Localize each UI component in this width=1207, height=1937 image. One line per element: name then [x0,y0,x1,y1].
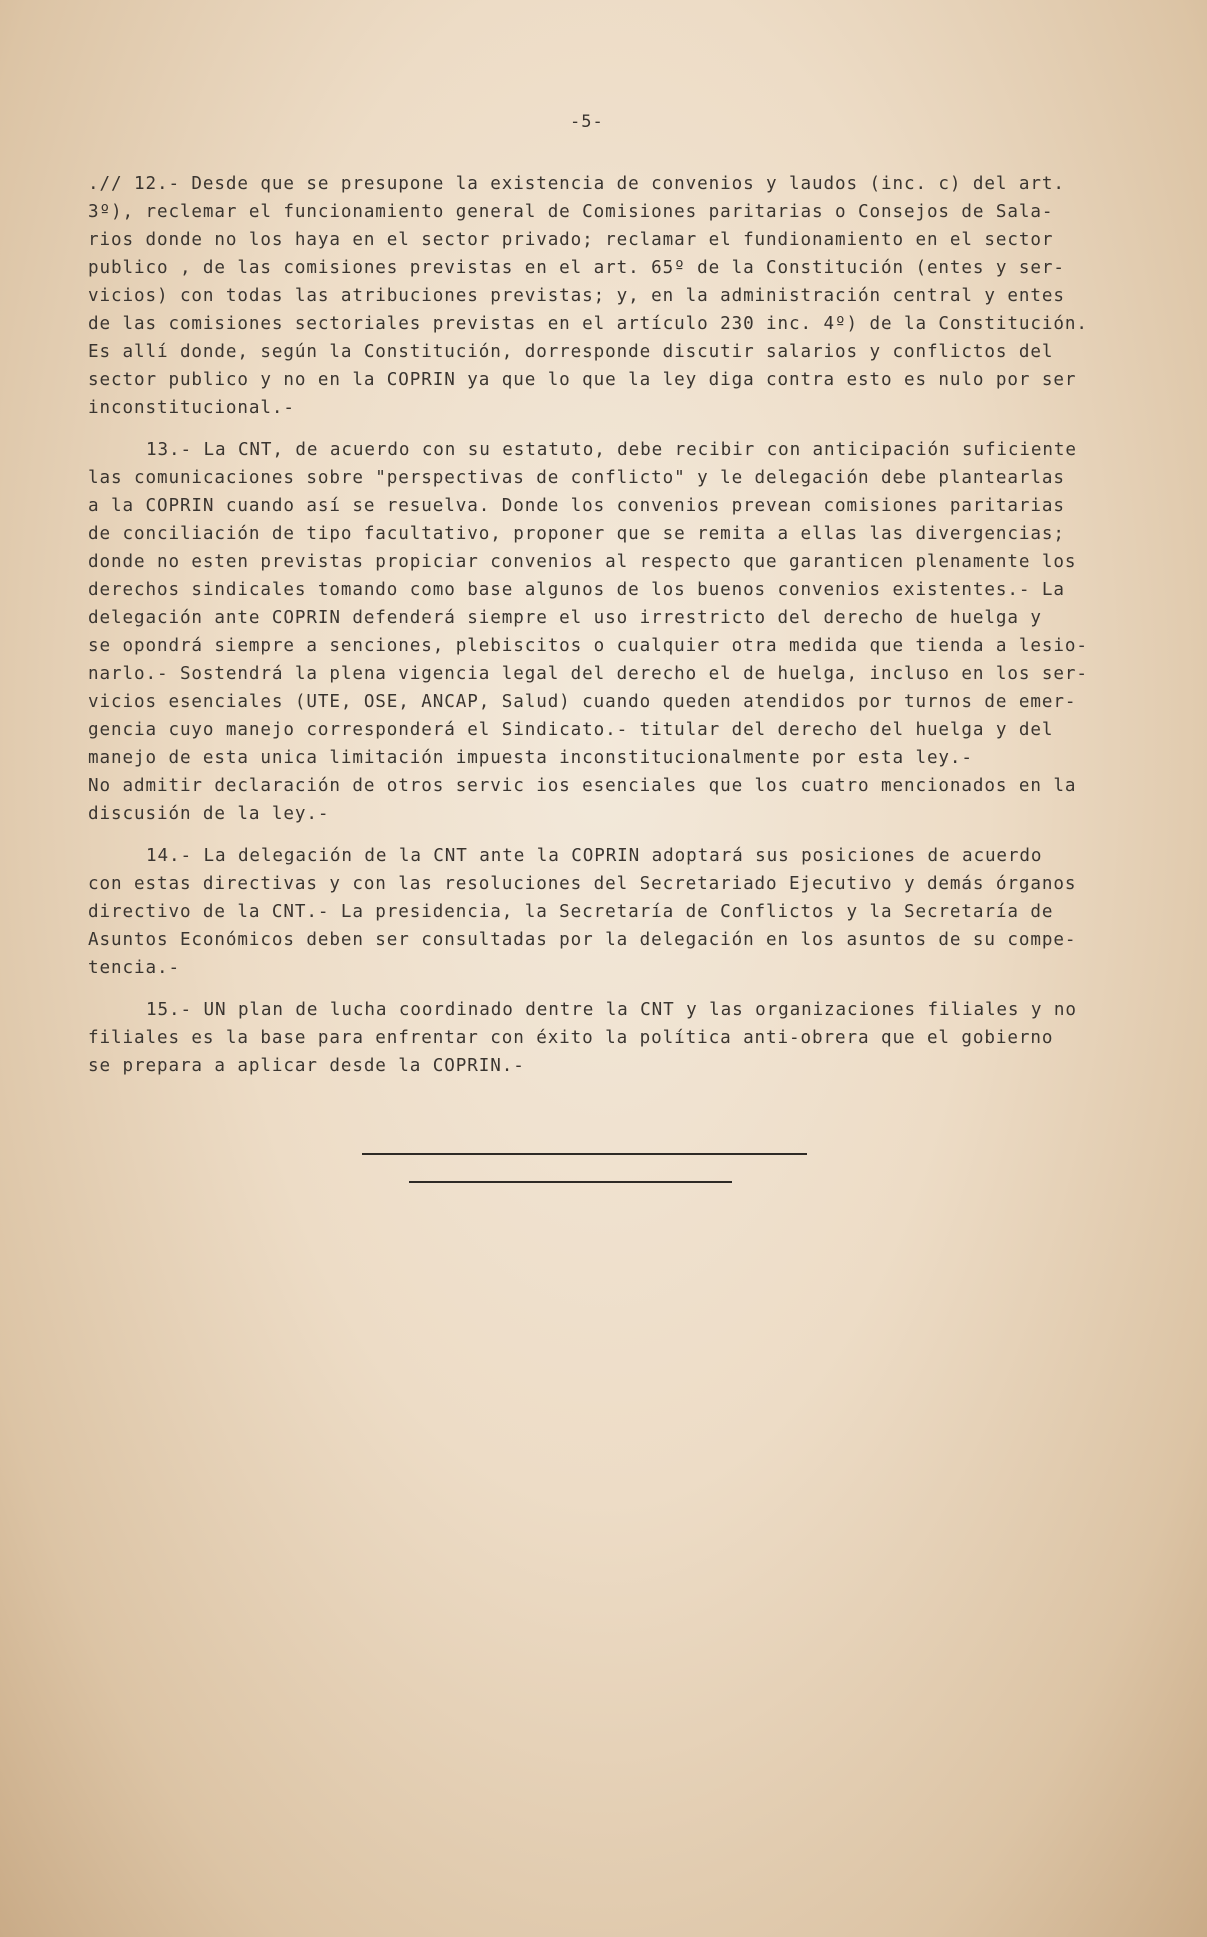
text-line: 13.- La CNT, de acuerdo con su estatuto, debe recibir con anticipación suficiente [146,440,1077,460]
text-line: 15.- UN plan de lucha coordinado dentre la CNT y las organizaciones filiales y no [146,1000,1077,1020]
text-line: Es allí donde, según la Constitución, dorresponde discutir salarios y conflictos del [88,342,1054,362]
text-line: gencia cuyo manejo corresponderá el Sindicato.- titular del derecho del huelga y del [88,720,1054,740]
text-line: a la COPRIN cuando así se resuelva. Donde los convenios prevean comisiones paritarias [88,496,1065,516]
paragraph-15 [88,996,1134,1080]
text-line: discusión de la ley.- [88,804,330,824]
text-line: manejo de esta unica limitación impuesta inconstitucionalmente por esta ley.- [88,748,973,768]
text-line: de las comisiones sectoriales previstas en el artículo 230 inc. 4º) de la Constitución. [88,314,1088,334]
text-line: inconstitucional.- [88,398,295,418]
text-line: directivo de la CNT.- La presidencia, la Secretaría de Conflictos y la Secretaría de [88,902,1054,922]
paragraph-14 [88,842,1134,982]
text-line: 3º), reclemar el funcionamiento general de Comisiones paritarias o Consejos de Sala- [88,202,1054,222]
text-line: se opondrá siempre a senciones, plebiscitos o cualquier otra medida que tienda a lesio- [88,636,1088,656]
text-line: No admitir declaración de otros servic ios esenciales que los cuatro mencionados en la [88,776,1077,796]
closing-rule-long [362,1153,807,1155]
text-line: sector publico y no en la COPRIN ya que lo que la ley diga contra esto es nulo por ser [88,370,1077,390]
text-line: narlo.- Sostendrá la plena vigencia legal del derecho el de huelga, incluso en los ser- [88,664,1088,684]
paragraph-12 [88,170,1134,422]
text-line: rios donde no los haya en el sector privado; reclamar el fundionamiento en el sector [88,230,1054,250]
text-line: publico , de las comisiones previstas en el art. 65º de la Constitución (entes y ser- [88,258,1065,278]
text-line: derechos sindicales tomando como base algunos de los buenos convenios existentes.- La [88,580,1065,600]
text-line: las comunicaciones sobre "perspectivas de conflicto" y le delegación debe plantearlas [88,468,1065,488]
text-line: con estas directivas y con las resoluciones del Secretariado Ejecutivo y demás órganos [88,874,1077,894]
text-line: donde no esten previstas propiciar convenios al respecto que garanticen plenamente los [88,552,1077,572]
text-line: 14.- La delegación de la CNT ante la COPRIN adoptará sus posiciones de acuerdo [146,846,1043,866]
text-line: vicios) con todas las atribuciones previstas; y, en la administración central y entes [88,286,1065,306]
text-line: filiales es la base para enfrentar con éxito la política anti-obrera que el gobierno [88,1028,1054,1048]
document-body [88,170,1134,1094]
page-number: -5- [570,112,604,132]
text-line: delegación ante COPRIN defenderá siempre el uso irrestricto del derecho de huelga y [88,608,1042,628]
text-line: tencia.- [88,958,180,978]
paragraph-13 [88,436,1134,828]
closing-rule-short [409,1181,732,1183]
text-line: .// 12.- Desde que se presupone la existencia de convenios y laudos (inc. c) del art. [88,174,1065,194]
text-line: Asuntos Económicos deben ser consultadas por la delegación en los asuntos de su compe- [88,930,1077,950]
text-line: se prepara a aplicar desde la COPRIN.- [88,1056,525,1076]
text-line: vicios esenciales (UTE, OSE, ANCAP, Salud) cuando queden atendidos por turnos de emer- [88,692,1077,712]
text-line: de conciliación de tipo facultativo, proponer que se remita a ellas las divergencias; [88,524,1065,544]
